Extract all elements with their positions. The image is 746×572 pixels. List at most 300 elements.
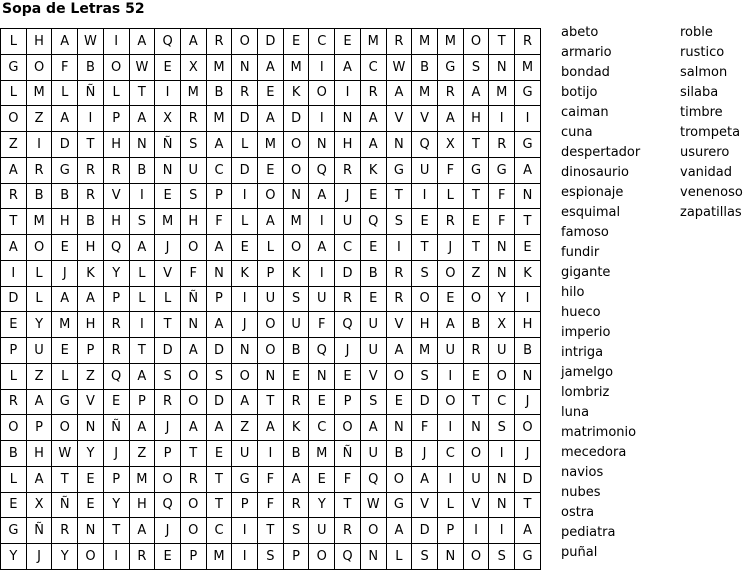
grid-cell[interactable]: J: [515, 441, 541, 467]
grid-cell[interactable]: R: [180, 106, 206, 132]
grid-cell[interactable]: P: [129, 389, 155, 415]
grid-cell[interactable]: X: [437, 132, 463, 158]
grid-cell[interactable]: I: [335, 80, 361, 106]
grid-cell[interactable]: O: [180, 363, 206, 389]
grid-cell[interactable]: I: [103, 29, 129, 55]
grid-cell[interactable]: O: [309, 544, 335, 570]
grid-cell[interactable]: O: [437, 389, 463, 415]
grid-cell[interactable]: R: [489, 132, 515, 158]
grid-cell[interactable]: P: [103, 286, 129, 312]
grid-cell[interactable]: A: [309, 183, 335, 209]
grid-cell[interactable]: N: [180, 312, 206, 338]
grid-cell[interactable]: D: [232, 157, 258, 183]
grid-cell[interactable]: G: [437, 54, 463, 80]
grid-cell[interactable]: O: [283, 157, 309, 183]
grid-cell[interactable]: Y: [52, 544, 78, 570]
grid-cell[interactable]: A: [26, 466, 52, 492]
grid-cell[interactable]: M: [283, 209, 309, 235]
grid-cell[interactable]: E: [258, 80, 284, 106]
grid-cell[interactable]: Z: [129, 441, 155, 467]
grid-cell[interactable]: I: [129, 183, 155, 209]
grid-cell[interactable]: U: [463, 466, 489, 492]
grid-cell[interactable]: A: [258, 54, 284, 80]
grid-cell[interactable]: Y: [78, 441, 104, 467]
grid-cell[interactable]: A: [386, 80, 412, 106]
grid-cell[interactable]: O: [463, 441, 489, 467]
grid-cell[interactable]: L: [232, 209, 258, 235]
grid-cell[interactable]: H: [463, 106, 489, 132]
grid-cell[interactable]: U: [258, 286, 284, 312]
grid-cell[interactable]: S: [155, 363, 181, 389]
grid-cell[interactable]: N: [489, 235, 515, 261]
grid-cell[interactable]: T: [78, 132, 104, 158]
grid-cell[interactable]: D: [412, 389, 438, 415]
grid-cell[interactable]: R: [335, 518, 361, 544]
grid-cell[interactable]: O: [180, 389, 206, 415]
grid-cell[interactable]: I: [78, 106, 104, 132]
grid-cell[interactable]: E: [360, 235, 386, 261]
grid-cell[interactable]: I: [155, 80, 181, 106]
grid-cell[interactable]: Q: [309, 338, 335, 364]
grid-cell[interactable]: H: [103, 209, 129, 235]
grid-cell[interactable]: N: [386, 415, 412, 441]
grid-cell[interactable]: B: [360, 260, 386, 286]
grid-cell[interactable]: V: [386, 106, 412, 132]
grid-cell[interactable]: X: [26, 492, 52, 518]
grid-cell[interactable]: T: [129, 80, 155, 106]
grid-cell[interactable]: N: [232, 338, 258, 364]
grid-cell[interactable]: D: [52, 132, 78, 158]
grid-cell[interactable]: P: [335, 389, 361, 415]
grid-cell[interactable]: S: [283, 286, 309, 312]
grid-cell[interactable]: A: [52, 106, 78, 132]
grid-cell[interactable]: I: [463, 518, 489, 544]
grid-cell[interactable]: O: [412, 286, 438, 312]
grid-cell[interactable]: T: [463, 389, 489, 415]
grid-cell[interactable]: B: [283, 338, 309, 364]
grid-cell[interactable]: Y: [103, 492, 129, 518]
grid-cell[interactable]: O: [489, 363, 515, 389]
grid-cell[interactable]: C: [360, 54, 386, 80]
grid-cell[interactable]: A: [52, 29, 78, 55]
grid-cell[interactable]: A: [180, 415, 206, 441]
grid-cell[interactable]: T: [463, 183, 489, 209]
grid-cell[interactable]: U: [309, 518, 335, 544]
grid-cell[interactable]: E: [155, 183, 181, 209]
grid-cell[interactable]: S: [489, 544, 515, 570]
grid-cell[interactable]: A: [437, 106, 463, 132]
grid-cell[interactable]: S: [180, 132, 206, 158]
grid-cell[interactable]: B: [463, 312, 489, 338]
grid-cell[interactable]: U: [26, 338, 52, 364]
grid-cell[interactable]: R: [463, 338, 489, 364]
grid-cell[interactable]: A: [129, 235, 155, 261]
grid-cell[interactable]: R: [1, 183, 27, 209]
grid-cell[interactable]: L: [26, 260, 52, 286]
grid-cell[interactable]: Ñ: [78, 80, 104, 106]
grid-cell[interactable]: E: [283, 29, 309, 55]
grid-cell[interactable]: M: [412, 338, 438, 364]
grid-cell[interactable]: U: [489, 338, 515, 364]
grid-cell[interactable]: P: [180, 544, 206, 570]
grid-cell[interactable]: A: [129, 363, 155, 389]
grid-cell[interactable]: Ñ: [335, 441, 361, 467]
grid-cell[interactable]: P: [437, 518, 463, 544]
grid-cell[interactable]: A: [180, 29, 206, 55]
grid-cell[interactable]: T: [515, 209, 541, 235]
grid-cell[interactable]: D: [283, 106, 309, 132]
grid-cell[interactable]: M: [412, 29, 438, 55]
grid-cell[interactable]: I: [515, 286, 541, 312]
grid-cell[interactable]: G: [515, 80, 541, 106]
grid-cell[interactable]: O: [232, 29, 258, 55]
grid-cell[interactable]: G: [386, 492, 412, 518]
grid-cell[interactable]: A: [258, 415, 284, 441]
grid-cell[interactable]: N: [463, 415, 489, 441]
grid-cell[interactable]: V: [103, 183, 129, 209]
grid-cell[interactable]: A: [515, 518, 541, 544]
grid-cell[interactable]: L: [1, 80, 27, 106]
grid-cell[interactable]: A: [1, 235, 27, 261]
grid-cell[interactable]: S: [463, 54, 489, 80]
grid-cell[interactable]: M: [26, 80, 52, 106]
grid-cell[interactable]: Y: [1, 544, 27, 570]
grid-cell[interactable]: E: [258, 157, 284, 183]
grid-cell[interactable]: J: [26, 544, 52, 570]
grid-cell[interactable]: O: [1, 415, 27, 441]
grid-cell[interactable]: F: [309, 312, 335, 338]
grid-cell[interactable]: Q: [360, 466, 386, 492]
grid-cell[interactable]: J: [232, 312, 258, 338]
grid-cell[interactable]: E: [463, 363, 489, 389]
grid-cell[interactable]: A: [335, 54, 361, 80]
grid-cell[interactable]: S: [412, 260, 438, 286]
grid-cell[interactable]: J: [155, 415, 181, 441]
grid-cell[interactable]: Q: [360, 209, 386, 235]
grid-cell[interactable]: I: [258, 441, 284, 467]
grid-cell[interactable]: V: [386, 312, 412, 338]
grid-cell[interactable]: I: [232, 183, 258, 209]
grid-cell[interactable]: N: [206, 260, 232, 286]
grid-cell[interactable]: U: [335, 209, 361, 235]
grid-cell[interactable]: R: [515, 29, 541, 55]
grid-cell[interactable]: O: [180, 518, 206, 544]
grid-cell[interactable]: I: [232, 544, 258, 570]
grid-cell[interactable]: O: [103, 54, 129, 80]
grid-cell[interactable]: M: [489, 80, 515, 106]
grid-cell[interactable]: E: [335, 363, 361, 389]
grid-cell[interactable]: J: [155, 235, 181, 261]
grid-cell[interactable]: I: [129, 312, 155, 338]
grid-cell[interactable]: L: [155, 286, 181, 312]
grid-cell[interactable]: G: [463, 157, 489, 183]
grid-cell[interactable]: W: [129, 54, 155, 80]
grid-cell[interactable]: B: [1, 441, 27, 467]
grid-cell[interactable]: N: [489, 492, 515, 518]
grid-cell[interactable]: U: [360, 338, 386, 364]
grid-cell[interactable]: P: [103, 466, 129, 492]
grid-cell[interactable]: G: [52, 389, 78, 415]
grid-cell[interactable]: P: [232, 492, 258, 518]
grid-cell[interactable]: R: [437, 209, 463, 235]
grid-cell[interactable]: Q: [155, 29, 181, 55]
grid-cell[interactable]: R: [129, 544, 155, 570]
grid-cell[interactable]: H: [515, 312, 541, 338]
grid-cell[interactable]: A: [129, 518, 155, 544]
grid-cell[interactable]: I: [437, 363, 463, 389]
grid-cell[interactable]: Z: [1, 132, 27, 158]
grid-cell[interactable]: T: [180, 441, 206, 467]
grid-cell[interactable]: F: [52, 54, 78, 80]
grid-cell[interactable]: T: [335, 492, 361, 518]
grid-cell[interactable]: S: [412, 363, 438, 389]
grid-cell[interactable]: J: [155, 518, 181, 544]
grid-cell[interactable]: E: [335, 29, 361, 55]
grid-cell[interactable]: S: [360, 389, 386, 415]
grid-cell[interactable]: P: [206, 286, 232, 312]
grid-cell[interactable]: I: [386, 235, 412, 261]
grid-cell[interactable]: M: [360, 29, 386, 55]
grid-cell[interactable]: Ñ: [26, 518, 52, 544]
grid-cell[interactable]: L: [437, 492, 463, 518]
grid-cell[interactable]: B: [129, 157, 155, 183]
grid-cell[interactable]: B: [26, 183, 52, 209]
grid-cell[interactable]: E: [360, 286, 386, 312]
grid-cell[interactable]: T: [103, 518, 129, 544]
grid-cell[interactable]: L: [386, 544, 412, 570]
grid-cell[interactable]: M: [129, 466, 155, 492]
grid-cell[interactable]: B: [283, 441, 309, 467]
grid-cell[interactable]: Y: [103, 260, 129, 286]
grid-cell[interactable]: C: [206, 518, 232, 544]
grid-cell[interactable]: B: [78, 209, 104, 235]
grid-cell[interactable]: S: [412, 544, 438, 570]
grid-cell[interactable]: D: [206, 338, 232, 364]
grid-cell[interactable]: P: [206, 183, 232, 209]
grid-cell[interactable]: A: [258, 106, 284, 132]
grid-cell[interactable]: K: [515, 260, 541, 286]
grid-cell[interactable]: O: [52, 415, 78, 441]
grid-cell[interactable]: A: [206, 312, 232, 338]
grid-cell[interactable]: O: [515, 415, 541, 441]
grid-cell[interactable]: H: [78, 235, 104, 261]
grid-cell[interactable]: N: [155, 157, 181, 183]
grid-cell[interactable]: D: [155, 338, 181, 364]
grid-cell[interactable]: A: [258, 209, 284, 235]
grid-cell[interactable]: O: [309, 80, 335, 106]
grid-cell[interactable]: A: [360, 106, 386, 132]
grid-cell[interactable]: R: [52, 518, 78, 544]
grid-cell[interactable]: J: [437, 235, 463, 261]
grid-cell[interactable]: U: [309, 286, 335, 312]
grid-cell[interactable]: I: [309, 260, 335, 286]
grid-cell[interactable]: A: [283, 466, 309, 492]
grid-cell[interactable]: N: [78, 415, 104, 441]
grid-cell[interactable]: E: [155, 544, 181, 570]
grid-cell[interactable]: T: [463, 132, 489, 158]
grid-cell[interactable]: K: [283, 415, 309, 441]
grid-cell[interactable]: A: [180, 338, 206, 364]
grid-cell[interactable]: X: [489, 312, 515, 338]
grid-cell[interactable]: C: [489, 389, 515, 415]
grid-cell[interactable]: S: [258, 544, 284, 570]
grid-cell[interactable]: M: [206, 544, 232, 570]
grid-cell[interactable]: R: [232, 80, 258, 106]
grid-cell[interactable]: P: [155, 441, 181, 467]
grid-cell[interactable]: V: [412, 106, 438, 132]
grid-cell[interactable]: W: [386, 54, 412, 80]
grid-cell[interactable]: T: [258, 518, 284, 544]
grid-cell[interactable]: M: [26, 209, 52, 235]
grid-cell[interactable]: R: [386, 260, 412, 286]
grid-cell[interactable]: N: [386, 132, 412, 158]
grid-cell[interactable]: Z: [26, 363, 52, 389]
grid-cell[interactable]: I: [26, 132, 52, 158]
grid-cell[interactable]: A: [1, 157, 27, 183]
grid-cell[interactable]: I: [437, 415, 463, 441]
grid-cell[interactable]: D: [232, 106, 258, 132]
grid-cell[interactable]: Q: [412, 132, 438, 158]
grid-cell[interactable]: N: [129, 132, 155, 158]
grid-cell[interactable]: A: [463, 80, 489, 106]
grid-cell[interactable]: C: [309, 415, 335, 441]
grid-cell[interactable]: A: [26, 389, 52, 415]
grid-cell[interactable]: I: [232, 286, 258, 312]
grid-cell[interactable]: R: [437, 80, 463, 106]
grid-cell[interactable]: B: [78, 54, 104, 80]
grid-cell[interactable]: R: [283, 389, 309, 415]
grid-cell[interactable]: E: [515, 235, 541, 261]
grid-cell[interactable]: L: [437, 183, 463, 209]
grid-cell[interactable]: N: [78, 518, 104, 544]
grid-cell[interactable]: F: [437, 157, 463, 183]
grid-cell[interactable]: O: [26, 54, 52, 80]
grid-cell[interactable]: P: [78, 338, 104, 364]
grid-cell[interactable]: R: [386, 29, 412, 55]
grid-cell[interactable]: J: [515, 389, 541, 415]
grid-cell[interactable]: B: [386, 441, 412, 467]
grid-cell[interactable]: O: [258, 183, 284, 209]
grid-cell[interactable]: O: [463, 544, 489, 570]
grid-cell[interactable]: F: [412, 415, 438, 441]
grid-cell[interactable]: O: [283, 132, 309, 158]
grid-cell[interactable]: L: [52, 363, 78, 389]
grid-cell[interactable]: S: [489, 415, 515, 441]
grid-cell[interactable]: G: [1, 518, 27, 544]
grid-cell[interactable]: A: [386, 338, 412, 364]
grid-cell[interactable]: A: [232, 389, 258, 415]
grid-cell[interactable]: S: [206, 363, 232, 389]
grid-cell[interactable]: J: [335, 338, 361, 364]
grid-cell[interactable]: I: [309, 54, 335, 80]
grid-cell[interactable]: Z: [26, 106, 52, 132]
grid-cell[interactable]: D: [206, 389, 232, 415]
grid-cell[interactable]: Q: [335, 544, 361, 570]
grid-cell[interactable]: N: [232, 54, 258, 80]
grid-cell[interactable]: V: [360, 363, 386, 389]
grid-cell[interactable]: C: [335, 235, 361, 261]
grid-cell[interactable]: I: [103, 544, 129, 570]
grid-cell[interactable]: R: [180, 466, 206, 492]
grid-cell[interactable]: M: [515, 54, 541, 80]
grid-cell[interactable]: V: [412, 492, 438, 518]
grid-cell[interactable]: T: [206, 466, 232, 492]
grid-cell[interactable]: M: [283, 54, 309, 80]
grid-cell[interactable]: M: [180, 80, 206, 106]
grid-cell[interactable]: M: [155, 209, 181, 235]
grid-cell[interactable]: J: [412, 441, 438, 467]
grid-cell[interactable]: N: [489, 54, 515, 80]
grid-cell[interactable]: N: [489, 466, 515, 492]
grid-cell[interactable]: O: [360, 518, 386, 544]
grid-cell[interactable]: A: [437, 312, 463, 338]
grid-cell[interactable]: W: [360, 492, 386, 518]
grid-cell[interactable]: D: [258, 29, 284, 55]
grid-cell[interactable]: Q: [103, 235, 129, 261]
grid-cell[interactable]: O: [180, 235, 206, 261]
grid-cell[interactable]: S: [386, 209, 412, 235]
grid-cell[interactable]: A: [129, 415, 155, 441]
grid-cell[interactable]: K: [232, 260, 258, 286]
grid-cell[interactable]: E: [103, 389, 129, 415]
grid-cell[interactable]: O: [437, 260, 463, 286]
grid-cell[interactable]: Q: [103, 363, 129, 389]
grid-cell[interactable]: T: [52, 466, 78, 492]
grid-cell[interactable]: L: [26, 286, 52, 312]
grid-cell[interactable]: S: [180, 183, 206, 209]
grid-cell[interactable]: G: [515, 132, 541, 158]
grid-cell[interactable]: D: [515, 466, 541, 492]
grid-cell[interactable]: U: [360, 312, 386, 338]
grid-cell[interactable]: N: [309, 363, 335, 389]
grid-cell[interactable]: O: [258, 312, 284, 338]
grid-cell[interactable]: E: [52, 338, 78, 364]
grid-cell[interactable]: F: [206, 209, 232, 235]
grid-cell[interactable]: R: [283, 492, 309, 518]
grid-cell[interactable]: L: [129, 286, 155, 312]
grid-cell[interactable]: H: [26, 441, 52, 467]
grid-cell[interactable]: E: [360, 183, 386, 209]
grid-cell[interactable]: T: [386, 183, 412, 209]
grid-cell[interactable]: O: [386, 466, 412, 492]
grid-cell[interactable]: P: [26, 415, 52, 441]
grid-cell[interactable]: N: [283, 183, 309, 209]
grid-cell[interactable]: Q: [309, 157, 335, 183]
grid-cell[interactable]: L: [103, 80, 129, 106]
grid-cell[interactable]: R: [103, 157, 129, 183]
grid-cell[interactable]: Y: [489, 286, 515, 312]
grid-cell[interactable]: I: [515, 106, 541, 132]
grid-cell[interactable]: W: [78, 29, 104, 55]
grid-cell[interactable]: I: [489, 441, 515, 467]
grid-cell[interactable]: U: [437, 338, 463, 364]
grid-cell[interactable]: R: [103, 312, 129, 338]
grid-cell[interactable]: U: [180, 157, 206, 183]
grid-cell[interactable]: O: [463, 286, 489, 312]
grid-cell[interactable]: N: [360, 544, 386, 570]
grid-cell[interactable]: R: [78, 157, 104, 183]
grid-cell[interactable]: M: [258, 132, 284, 158]
grid-cell[interactable]: Ñ: [155, 132, 181, 158]
grid-cell[interactable]: A: [515, 157, 541, 183]
grid-cell[interactable]: L: [258, 235, 284, 261]
grid-cell[interactable]: C: [437, 441, 463, 467]
grid-cell[interactable]: N: [258, 363, 284, 389]
grid-cell[interactable]: O: [26, 235, 52, 261]
grid-cell[interactable]: F: [258, 492, 284, 518]
grid-cell[interactable]: D: [335, 260, 361, 286]
grid-cell[interactable]: Q: [155, 492, 181, 518]
